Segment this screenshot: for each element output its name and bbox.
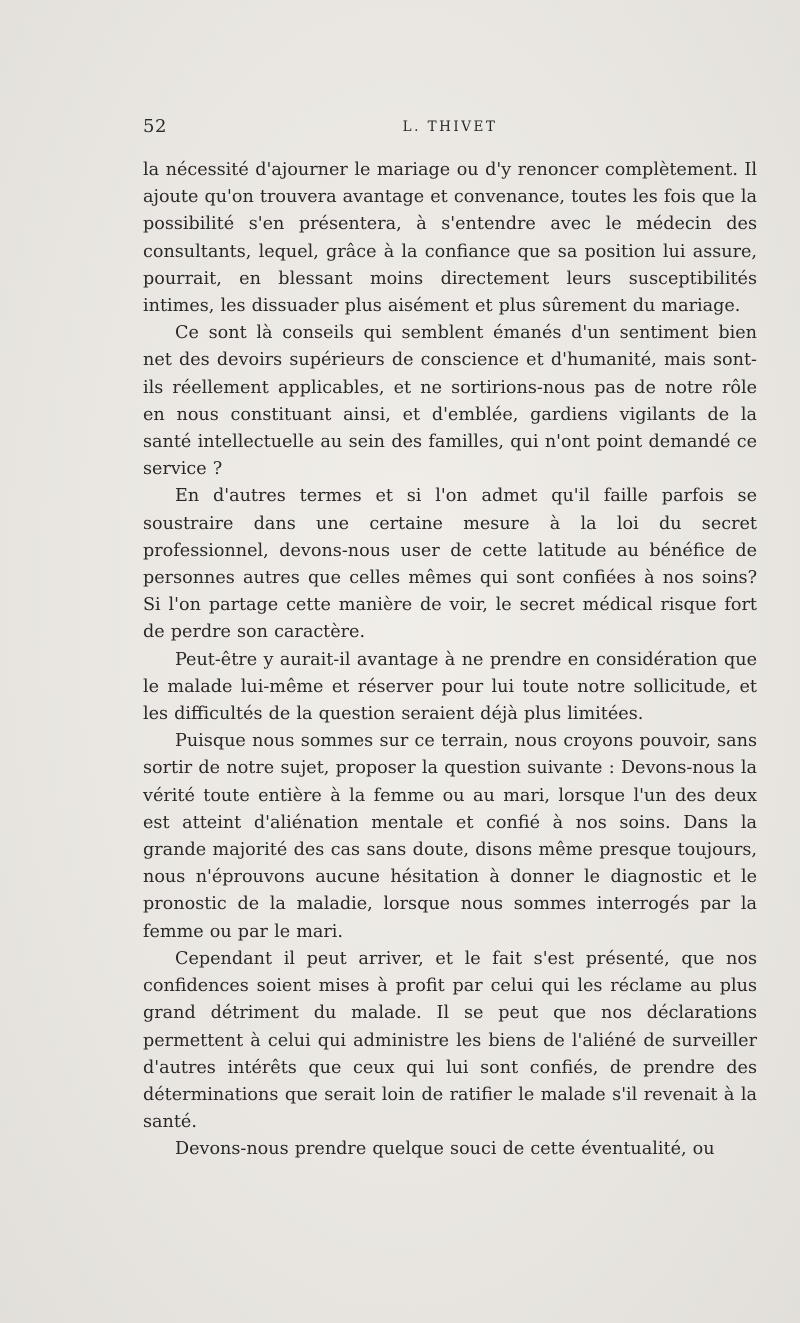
- paragraph: Cependant il peut arriver, et le fait s'est présenté, que nos confidences soient mises à profit par celui qui les réclame au plus grand détriment du malade. Il se peut que nos déclarations permettent à celui qui administre les biens de l'aliéné de surveiller d'autres intérêts que ceux qui lui sont confiés, de prendre des déterminations que serait loin de ratifier le malade s'il revenait à la santé.: [143, 948, 757, 1133]
- paragraph: En d'autres termes et si l'on admet qu'il faille parfois se soustraire dans une certaine mesure à la loi du secret professionnel, devons-nous user de cette latitude au bénéfice de personnes autres que celles mêmes qui sont confiées à nos soins? Si l'on partage cette manière de voir, le secret médical risque fort de perdre son caractère.: [143, 486, 757, 643]
- paragraph-continued: la nécessité d'ajourner le mariage ou d'y renoncer complètement. Il ajoute qu'on trouvera avantage et convenance, toutes les fois que la possibilité s'en présentera, à s'entendre avec le médecin des consultants, lequel, grâce à la confiance que sa position lui assure, pourrait, en blessant moins directement leurs susceptibilités intimes, les dissuader plus aisément et plus sûrement du mariage.: [143, 160, 757, 317]
- page-number: 52: [143, 116, 167, 137]
- paragraph: Puisque nous sommes sur ce terrain, nous croyons pouvoir, sans sortir de notre sujet, proposer la question suivante : Devons-nous la vérité toute entière à la femme ou au mari, lorsque l'un des deux est atteint d'aliénation mentale et confié à nos soins. Dans la grande majorité des cas sans doute, disons même presque toujours, nous n'éprouvons aucune hésitation à donner le diagnostic et le pronostic de la maladie, lorsque nous sommes interrogés par la femme ou par le mari.: [143, 731, 757, 942]
- body-text: [143, 157, 757, 1164]
- paragraph: Ce sont là conseils qui semblent émanés d'un sentiment bien net des devoirs supérieurs de conscience et d'humanité, mais sont-ils réellement applicables, et ne sortirions-nous pas de notre rôle en nous constituant ainsi, et d'emblée, gardiens vigilants de la santé intellectuelle au sein des familles, qui n'ont point demandé ce service ?: [143, 323, 757, 480]
- running-head: [143, 116, 757, 138]
- paragraph-last: Devons-nous prendre quelque souci de cette éventualité, ou: [175, 1139, 715, 1160]
- running-title-author: L. THIVET: [402, 119, 498, 135]
- paragraph: Peut-être y aurait-il avantage à ne prendre en considération que le malade lui-même et réserver pour lui toute notre sollicitude, et les difficultés de la question seraient déjà plus limitées.: [143, 649, 757, 725]
